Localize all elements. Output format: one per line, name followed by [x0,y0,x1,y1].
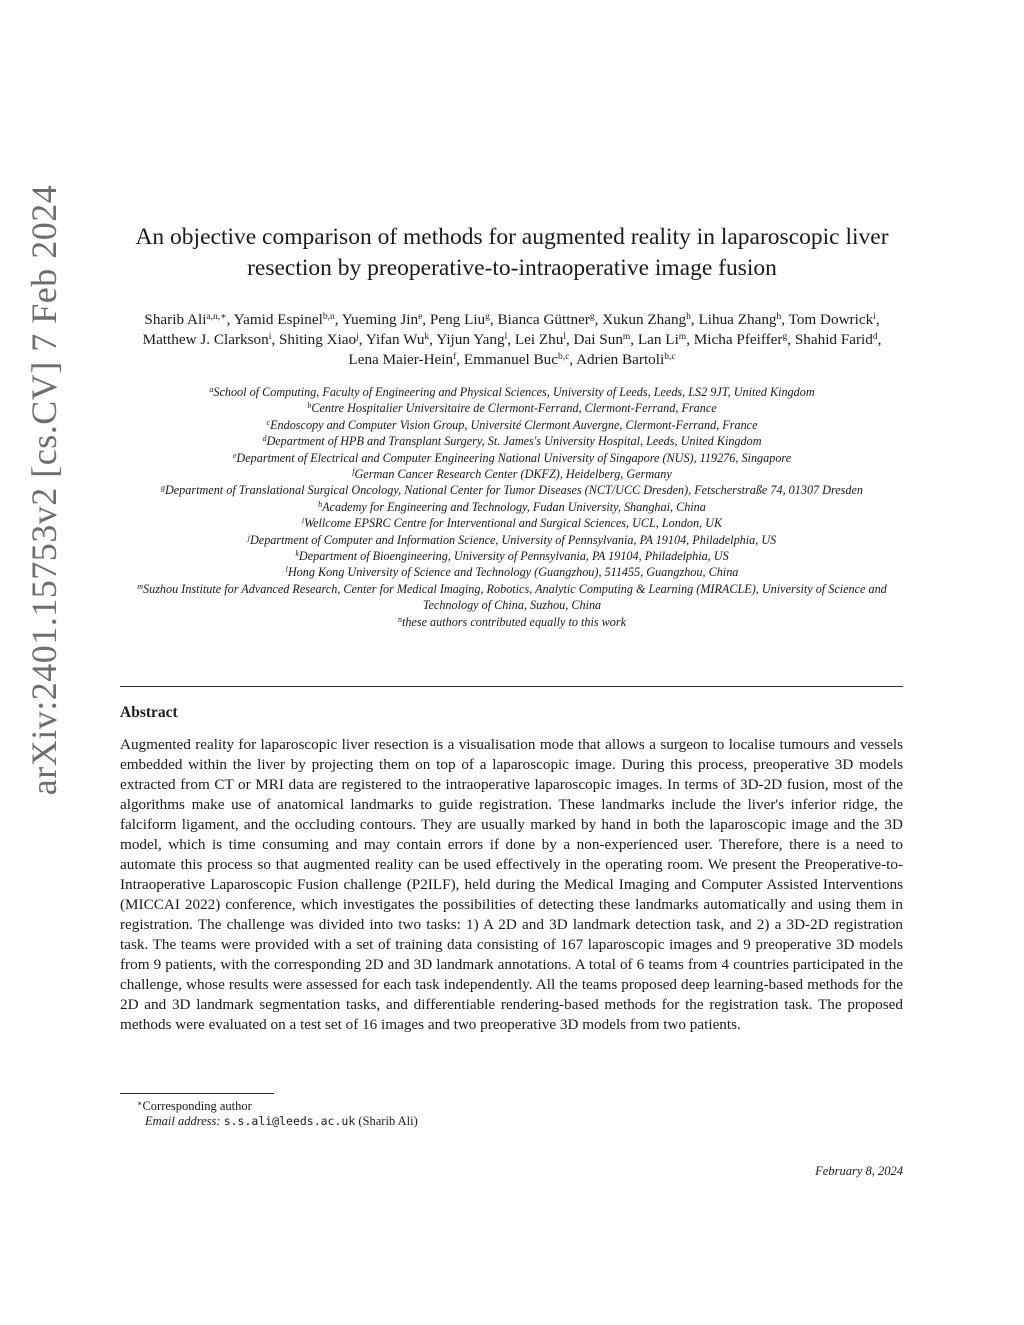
affiliation [120,482,904,498]
author-separator: , [594,311,603,328]
affiliation-text: Department of Bioengineering, University of Pennsylvania, PA 19104, Philadelphia, US [298,549,729,564]
author-affiliation-mark: e [418,312,423,322]
affiliation-key: f [352,467,355,477]
author-name: Yamid Espinel [233,311,323,328]
affiliation-key: h [318,499,323,509]
author-affiliation-mark: g [485,312,490,322]
author-separator: , [875,311,880,328]
affiliation-key: a [209,385,214,394]
author [144,311,233,328]
affiliation-key: i [301,516,305,526]
author-name: Peng Liu [429,311,486,328]
author-separator: , [630,331,638,348]
author [436,331,515,348]
affiliation-text: Wellcome EPSRC Centre for Interventional and Surgical Sciences, UCL, London, UK [304,516,723,531]
author [574,331,638,348]
affiliation-text: Department of Computer and Information Science, University of Pennsylvania, PA 19104, Philadelphia, US [249,532,777,547]
author-affiliation-mark: h [686,312,691,322]
affiliation-text: Centre Hospitalier Universitaire de Clermont-Ferrand, Clermont-Ferrand, France [311,401,717,416]
author-name: Yifan Wu [365,331,425,348]
author [348,351,463,368]
affiliation [120,450,904,466]
author-name: Tom Dowrick [788,311,874,328]
author-affiliation-mark: b,c [664,352,676,362]
author-name: Xukun Zhang [602,311,687,328]
author-affiliation-mark: b,n [322,312,335,322]
author [342,311,430,328]
author-separator: , [507,331,515,348]
author [464,351,576,368]
author-separator: , [565,331,574,348]
author [234,311,342,328]
author [638,331,694,348]
author [430,311,498,328]
author-affiliation-mark: h [776,312,782,322]
affiliation-text: Department of Translational Surgical Oncology, National Center for Tumor Diseases (NCT/UCC Dresden), Fetscherstraße 74, 01307 Dresden [164,483,864,498]
author-separator: , [781,311,789,328]
author-separator: , [334,311,342,328]
affiliation [120,417,904,433]
author-affiliation-mark: k [424,332,430,342]
author-separator: , [787,331,795,348]
author-separator: , [358,331,366,348]
author [143,331,279,348]
author-separator: , [226,311,234,328]
author-affiliation-mark: m [678,332,687,342]
author-affiliation-mark: a,n,∗ [206,312,227,322]
author-separator: , [489,311,498,328]
affiliation-text: Hong Kong University of Science and Technology (Guangzhou), 511455, Guangzhou, China [287,565,739,580]
email-label: Email address: [145,1114,221,1128]
affiliation-list [120,384,904,630]
affiliation-text: School of Computing, Faculty of Engineering and Physical Sciences, University of Leeds, Leeds, LS2 9JT, United Kingdom [213,385,815,399]
author-name: Lihua Zhang [698,311,777,328]
author-separator: , [271,331,279,348]
author [602,311,698,328]
author-affiliation-mark: j [356,332,359,342]
author-affiliation-mark: m [622,332,631,342]
affiliation [120,384,904,400]
author-affiliation-mark: b,c [557,352,570,362]
author [366,331,436,348]
author-affiliation-mark: d [872,332,878,342]
affiliation-key: c [266,417,271,427]
affiliation [120,433,904,449]
paper-title: An objective comparison of methods for augmented reality in laparoscopic liver resection by preoperative-to-intraoperative image fusion [135,224,889,281]
affiliation [120,532,904,548]
author-separator: , [690,311,699,328]
footnote-marker: ∗ [137,1099,143,1108]
author [694,331,795,348]
author-name: Yijun Yang [436,331,505,348]
preprint-date: February 8, 2024 [815,1164,903,1178]
author-list [128,310,896,370]
author-name: Shiting Xiao [278,331,357,348]
author-affiliation-mark: i [268,332,272,342]
affiliation [120,614,904,630]
email-link[interactable]: s.s.ali@leeds.ac.uk [223,1114,356,1128]
author-name: Shahid Farid [794,331,873,348]
author-separator: , [422,311,430,328]
footnote-email [145,1113,418,1129]
affiliation-text: Endoscopy and Computer Vision Group, Université Clermont Auvergne, Clermont-Ferrand, France [270,417,758,432]
footnote-divider [120,1093,274,1094]
affiliation-key: e [232,450,237,460]
affiliation [120,466,904,482]
author-name: Lena Maier-Hein [348,351,454,368]
abstract-body: Augmented reality for laparoscopic liver resection is a visualisation mode that allows a surgeon to localise tumours and vessels embedded within the liver by projecting them on top of a laparoscopic image. During this process, preoperative 3D models extracted from CT or MRI data are registered to the intraoperative laparoscopic images. In terms of 3D-2D fusion, most of the algorithms make use of anatomical landmarks to guide registration. These landmarks include the liver's inferior ridge, the falciform ligament, and the occluding contours. They are usually marked by hand in both the laparoscopic image and the 3D model, which is time consuming and may contain errors if done by a non-experienced user. Therefore, there is a need to automate this process so that augmented reality can be used effectively in the operating room. We present the Preoperative-to-Intraoperative Laparoscopic Fusion challenge (P2ILF), held during the Medical Imaging and Computer Assisted Interventions (MICCAI 2022) conference, which investigates the possibilities of detecting these landmarks automatically and using them in registration. The challenge was divided into two tasks: 1) A 2D and 3D landmark detection task, and 2) a 3D-2D registration task. The teams were provided with a set of training data consisting of 167 laparoscopic images and 9 preoperative 3D models from 9 patients, with the corresponding 2D and 3D landmark annotations. A total of 6 teams from 4 countries participated in the challenge, whose results were assessed for each task independently. All the teams proposed deep learning-based methods for the 2D and 3D landmark segmentation tasks, and differentiable rendering-based methods for the registration task. The proposed methods were evaluated on a test set of 16 images and two preoperative 3D models from two patients. [120,736,903,1033]
author-name: Lei Zhu [514,331,564,348]
affiliation [120,400,904,416]
affiliation-text: Suzhou Institute for Advanced Research, Center for Medical Imaging, Robotics, Analytic Computing & Learning (MIRACLE), University of Science and Technology of China, Suzhou, China [143,581,887,613]
author-name: Bianca Güttner [497,311,590,328]
affiliation-text: Department of Electrical and Computer Engineering National University of Singapore (NUS), 119276, Singapore [236,450,792,465]
author [795,331,882,348]
author [699,311,789,328]
author [279,331,366,348]
author-name: Emmanuel Buc [463,351,558,368]
affiliation-key: k [295,549,299,559]
author [576,351,676,368]
author [789,311,880,328]
affiliation [120,581,904,614]
affiliation-key: j [247,532,250,542]
affiliation-text: German Cancer Research Center (DKFZ), Heidelberg, Germany [354,467,672,482]
affiliation-text: Department of HPB and Transplant Surgery, St. James's University Hospital, Leeds, United Kingdom [266,434,762,449]
author-affiliation-mark: i [873,312,876,322]
affiliation-text: Academy for Engineering and Technology, Fudan University, Shanghai, China [322,499,706,514]
author-name: Yueming Jin [341,311,419,328]
author-separator: , [686,331,694,348]
affiliation [120,564,904,580]
affiliation-key: m [137,581,143,591]
author-separator: , [429,331,437,348]
email-owner: (Sharib Ali) [358,1114,418,1128]
footnote-corresponding [137,1098,252,1114]
section-divider [120,686,903,687]
author-name: Lan Li [637,331,679,348]
author-separator: , [877,331,882,348]
author-name: Adrien Bartoli [576,351,665,368]
affiliation-key: g [160,483,165,493]
affiliation [120,499,904,515]
author-name: Sharib Ali [144,311,207,328]
author-affiliation-mark: f [453,352,457,362]
affiliation-text: these authors contributed equally to this work [401,614,627,629]
author-affiliation-mark: g [589,312,595,322]
author-name: Micha Pfeiffer [693,331,783,348]
affiliation [120,515,904,531]
affiliation-key: b [307,401,312,411]
author [498,311,603,328]
affiliation-key: l [285,565,288,575]
author-name: Matthew J. Clarkson [142,331,269,348]
abstract-heading: Abstract [120,704,178,721]
author-affiliation-mark: l [504,332,508,342]
arxiv-id: arXiv:2401.15753v2 [cs.CV] 7 Feb 2024 [24,184,64,796]
affiliation [120,548,904,564]
affiliation-key: d [262,434,267,444]
author [515,331,574,348]
author-name: Dai Sun [573,331,623,348]
arxiv-side-stamp [8,184,80,796]
corresponding-label: Corresponding author [142,1099,252,1113]
author-separator: , [569,351,577,368]
affiliation-key: n [397,614,402,624]
author-affiliation-mark: l [563,332,566,342]
author-affiliation-mark: g [782,332,788,342]
author-separator: , [456,351,464,368]
